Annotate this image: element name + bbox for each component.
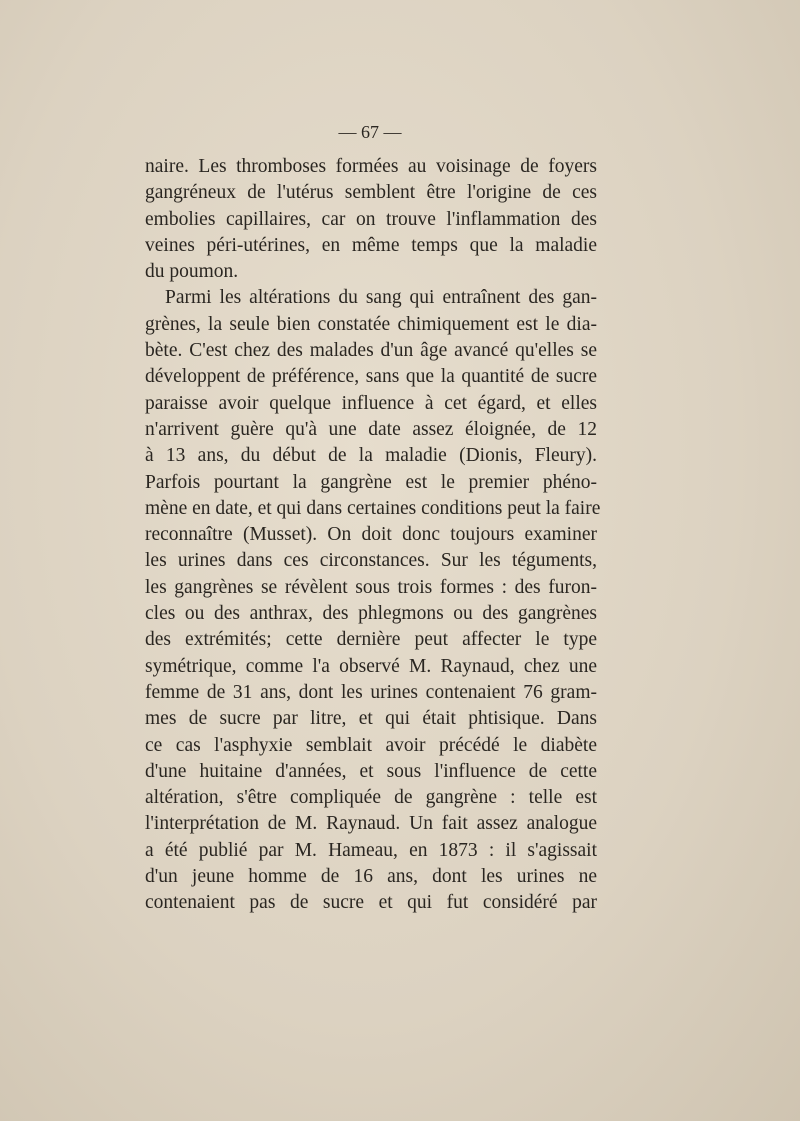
text-line: femme de 31 ans, dont les urines contenaient 76 gram-: [145, 681, 597, 703]
text-line: d'un jeune homme de 16 ans, dont les urines ne: [145, 866, 597, 888]
text-line: grènes, la seule bien constatée chimiquement est le dia-: [145, 313, 597, 335]
text-line: n'arrivent guère qu'à une date assez éloignée, de 12: [145, 418, 597, 440]
text-line: Parfois pourtant la gangrène est le premier phéno-: [145, 471, 597, 493]
body-text: [145, 154, 601, 917]
text-line: Parmi les altérations du sang qui entraînent des gan-: [165, 287, 597, 309]
text-line: embolies capillaires, car on trouve l'inflammation des: [145, 208, 597, 230]
text-line: d'une huitaine d'années, et sous l'influence de cette: [145, 760, 597, 782]
text-line: les gangrènes se révèlent sous trois formes : des furon-: [145, 576, 597, 598]
text-line: reconnaître (Musset). On doit donc toujours examiner: [145, 524, 597, 546]
text-line: a été publié par M. Hameau, en 1873 : il s'agissait: [145, 839, 597, 861]
text-line: des extrémités; cette dernière peut affecter le type: [145, 629, 597, 651]
text-line: l'interprétation de M. Raynaud. Un fait assez analogue: [145, 813, 597, 835]
text-line: altération, s'être compliquée de gangrène : telle est: [145, 787, 597, 809]
text-line: les urines dans ces circonstances. Sur les téguments,: [145, 550, 597, 572]
text-line: symétrique, comme l'a observé M. Raynaud, chez une: [145, 655, 597, 677]
text-line: contenaient pas de sucre et qui fut considéré par: [145, 892, 597, 914]
text-line: ce cas l'asphyxie semblait avoir précédé le diabète: [145, 734, 597, 756]
text-line: naire. Les thromboses formées au voisinage de foyers: [145, 156, 597, 177]
text-line: paraisse avoir quelque influence à cet égard, et elles: [145, 392, 597, 414]
text-line: gangréneux de l'utérus semblent être l'origine de ces: [145, 182, 597, 204]
text-line: développent de préférence, sans que la quantité de sucre: [145, 366, 597, 388]
text-line: mène en date, et qui dans certaines conditions peut la faire: [145, 497, 601, 519]
text-line: à 13 ans, du début de la maladie (Dionis, Fleury).: [145, 445, 597, 467]
page-number: — 67 —: [338, 122, 402, 142]
text-line: mes de sucre par litre, et qui était phtisique. Dans: [145, 708, 597, 730]
text-line: du poumon.: [145, 261, 239, 283]
text-line: veines péri-utérines, en même temps que la maladie: [145, 234, 597, 256]
text-line: cles ou des anthrax, des phlegmons ou des gangrènes: [145, 603, 597, 625]
text-line: bète. C'est chez des malades d'un âge avancé qu'elles se: [145, 340, 597, 362]
